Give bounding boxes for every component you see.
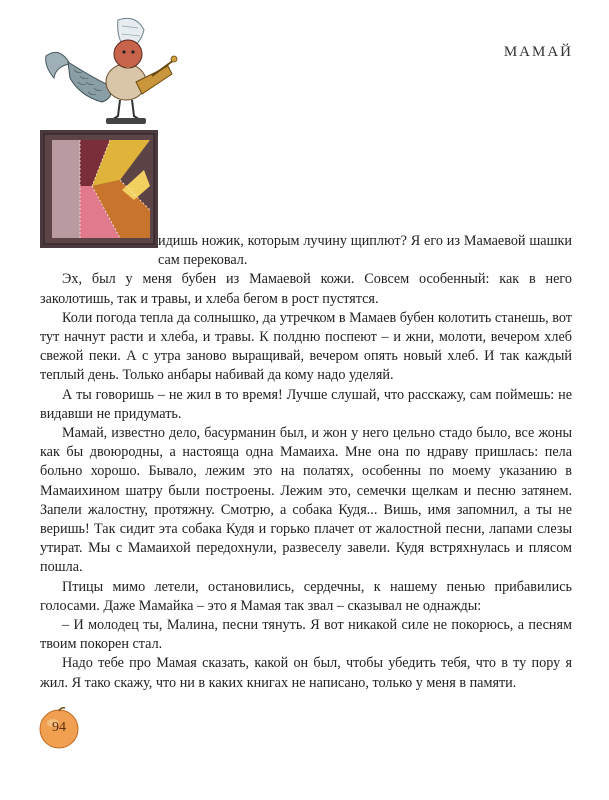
paragraph: Птицы мимо летели, остановились, сердечны, к нашему пенью прибавились голосами. Даже Мамайка – это я Мамая так звал – сказывал не однажды: bbox=[40, 578, 572, 614]
drop-cap-illustration bbox=[40, 130, 158, 248]
paragraph: – И молодец ты, Малина, песни тянуть. Я вот никакой силе не покорюсь, а песням твоим покорен стал. bbox=[40, 617, 572, 653]
running-header-title: МАМАЙ bbox=[503, 44, 573, 60]
paragraph: А ты говоришь – не жил в то время! Лучше слушай, что расскажу, сам поймешь: не видавши не придумать. bbox=[40, 386, 572, 422]
page-number-badge bbox=[36, 705, 82, 751]
body-text bbox=[40, 232, 572, 693]
fish-tailed-musician-illustration bbox=[40, 16, 180, 134]
paragraph: Эх, был у меня бубен из Мамаевой кожи. Совсем особенный: как в него заколотишь, так и травы, и хлеба бегом в рост пустятся. bbox=[40, 271, 572, 307]
paragraph: Надо тебе про Мамая сказать, какой он был, чтобы убедить тебя, что в ту пору я жил. Я тако скажу, что ни в каких книгах не написано, только у меня в памяти. bbox=[40, 655, 572, 691]
paragraph: идишь ножик, которым лучину щиплют? Я его из Мамаевой шашки сам перековал. bbox=[158, 233, 572, 269]
paragraph: Коли погода тепла да солнышко, да утречком в Мамаев бубен колотить станешь, вот тут начнут расти и хлеба, и травы. К полдню поспеют – и жни, молоти, вечером хлеб свежой пеки. А с утра заново выращивай, вечером опять новый хлеб. И так каждый теплый день. Только анбары набивай да кому надо уделяй. bbox=[40, 309, 572, 384]
page-number: 94 bbox=[52, 720, 66, 735]
paragraph: Мамай, известно дело, басурманин был, и жон у него цельно стадо было, все жоны как бы двоюродны, а настояща одна Мамаиха. Мне она по ндраву пришлась: пела больно хорошо. Бывало, лежим это на полатях, особенны по моему указанию в Мамаихином шатру были построены. Лежим это, семечки щелкам и песню затянем. Запели жалостну, протяжну. Смотрю, а собака Кудя... Вишь, имя запомнил, а ты не веришь! Так сидит эта собака Кудя и горько плачет от жалостной песни, лапами слезы утират. Мы с Мамаихой передохнули, развеселу завели. Кудя встряхнулась и плясом пошла. bbox=[40, 425, 572, 576]
